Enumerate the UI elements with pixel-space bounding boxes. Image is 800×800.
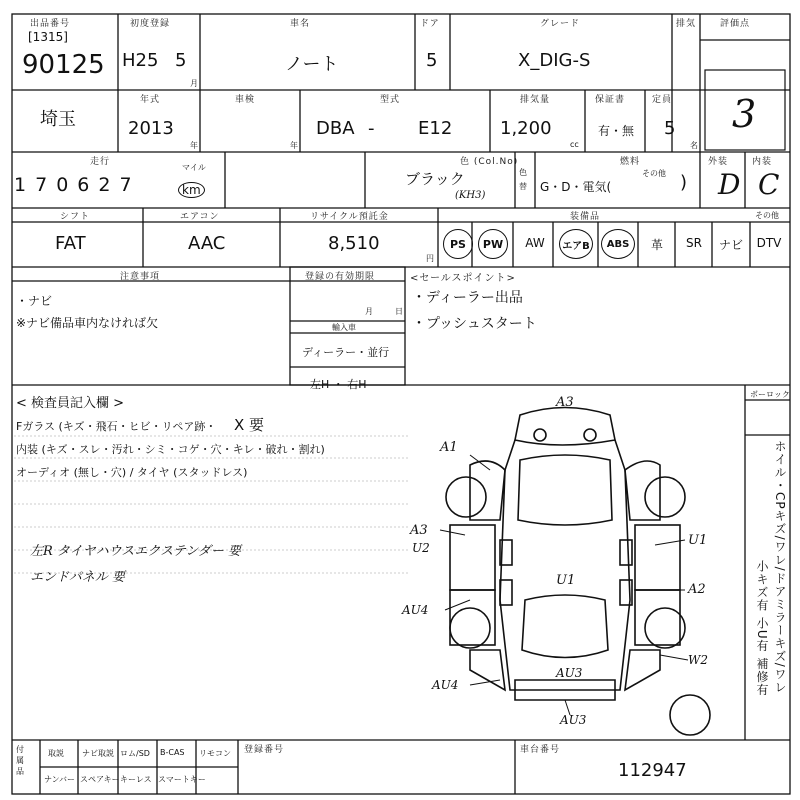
reg-month: 月: [365, 307, 373, 316]
right-panel-vertical: ホイル・CPキズ/ワレ/ドアミラーキズ/ワレ: [773, 440, 787, 694]
right-panel-vertical: 小キズ有 小U有 補修有: [755, 560, 769, 697]
note-line: ・ナビ: [16, 294, 53, 308]
disp-class-label: 排気: [676, 19, 697, 29]
car-name-label: 車名: [290, 19, 311, 29]
damage-mark: AU3: [560, 713, 587, 727]
damage-mark: AU4: [432, 678, 459, 692]
equip-abs: ABS: [601, 229, 635, 259]
recycle-unit: 円: [426, 254, 434, 263]
sales-point: ・プッシュスタート: [412, 316, 537, 332]
first-reg-label: 初度登録: [130, 19, 171, 29]
damage-mark: U1: [688, 533, 708, 548]
mileage-digit: 0: [56, 174, 69, 196]
conversion: 有・無: [598, 124, 635, 138]
equipment-label: 装備品: [570, 212, 601, 222]
accessory: B-CAS: [160, 748, 185, 757]
equip-leather: 革: [650, 238, 663, 252]
shift-label: シフト: [60, 212, 91, 222]
damage-mark: AU3: [556, 666, 583, 680]
damage-mark: U2: [412, 541, 430, 555]
fuel-close: ): [680, 172, 688, 193]
accessory: リモコン: [199, 749, 231, 758]
accessory: ナンバー: [44, 775, 76, 784]
inspector-title: < 検査員記入欄 >: [16, 396, 125, 411]
month-suffix: 月: [190, 79, 198, 88]
damage-mark: A3: [556, 395, 574, 410]
equip-pw: PW: [478, 229, 508, 259]
seats: 5: [664, 118, 676, 139]
aircon: AAC: [188, 233, 226, 254]
score-label: 評価点: [720, 19, 751, 29]
inspector-line-glass: Fガラス (キズ・飛石・ヒビ・リペア跡・: [16, 420, 217, 433]
reg-expiry-label: 登録の有効期限: [305, 272, 376, 282]
accessory: スペアキー: [80, 775, 120, 784]
type-dash: -: [368, 118, 375, 139]
chassis-number: 112947: [618, 760, 687, 781]
exterior-label: 外装: [708, 157, 729, 167]
type-label: 型式: [380, 95, 401, 105]
handle-side: 左H ・ 右H: [310, 378, 367, 391]
grade: X_DIG-S: [518, 50, 591, 71]
others-label: その他: [755, 211, 779, 220]
color-code: (KH3): [455, 190, 486, 201]
import-value: ディーラー・並行: [302, 346, 390, 359]
recycle-label: リサイクル預託金: [310, 212, 389, 222]
mileage-digit: 6: [77, 174, 90, 196]
type-prefix: DBA: [316, 118, 355, 139]
shift: FAT: [55, 233, 86, 254]
sales-point: ・ディーラー出品: [412, 290, 523, 306]
grade-label: グレード: [540, 19, 581, 29]
cc-label: 排気量: [520, 95, 551, 105]
equip-sr: SR: [686, 236, 702, 250]
color: ブラック: [405, 170, 465, 188]
inspector-line-audio: オーディオ (無し・穴) / タイヤ (スタッドレス): [16, 466, 248, 479]
accessory: キーレス: [120, 775, 152, 784]
exterior-grade: D: [718, 168, 741, 201]
displacement: 1,200: [500, 118, 552, 139]
equip-airbag: エアB: [559, 229, 593, 259]
mileage-digit: 1: [14, 174, 27, 196]
interior-grade: C: [758, 168, 780, 201]
seats-label: 定員: [652, 95, 673, 105]
model-year: 2013: [128, 118, 174, 139]
conversion-label: 保証書: [595, 95, 626, 105]
lot-number: 90125: [22, 50, 105, 80]
notes-label: 注意事項: [120, 272, 161, 282]
fuel: G・D・電気(: [540, 180, 612, 194]
handwritten-note: 左R タイヤハウスエクステンダー 要: [30, 544, 241, 559]
damage-mark: A1: [440, 440, 458, 455]
damage-mark: A3: [410, 523, 428, 538]
seats-unit: 名: [690, 141, 698, 150]
year-suffix: 年: [190, 141, 198, 150]
car-name: ノート: [285, 54, 339, 75]
type-code: E12: [418, 118, 453, 139]
mileage-label: 走行: [90, 157, 111, 167]
equip-dtv: DTV: [756, 236, 782, 250]
doors-label: ドア: [420, 19, 440, 29]
import-label: 輸入車: [332, 323, 356, 332]
accessory: 取説: [48, 749, 64, 758]
recycle-fee: 8,510: [328, 233, 380, 254]
mileage-digit: 2: [98, 174, 111, 196]
aircon-label: エアコン: [180, 212, 220, 222]
reg-number-label: 登録番号: [244, 745, 285, 755]
first-reg-month: 5: [175, 50, 187, 71]
lot-label: 出品番号: [30, 19, 71, 29]
right-panel-label: ボーロック: [750, 390, 790, 399]
handwritten-note: エンドパネル 要: [30, 570, 125, 585]
mile-label: マイル: [182, 163, 206, 172]
accessory: スマートキー: [158, 775, 206, 784]
cc-unit: cc: [570, 140, 579, 149]
inspection-year-suffix: 年: [290, 141, 298, 150]
damage-mark: A2: [688, 582, 706, 597]
first-reg-era: H25: [122, 50, 159, 71]
note-line: ※ナビ備品車内なければ欠: [16, 316, 159, 330]
mileage-unit: km: [178, 182, 205, 198]
model-year-label: 年式: [140, 95, 161, 105]
footer-label: 付属品: [16, 745, 24, 776]
inspector-line-interior: 内装 (キズ・スレ・汚れ・シミ・コゲ・穴・キレ・破れ・割れ): [16, 443, 325, 456]
glass-mark: X 要: [234, 416, 265, 434]
sales-points-label: <セールスポイント>: [410, 273, 516, 284]
damage-mark: AU4: [402, 603, 429, 617]
accessory: ナビ取説: [82, 749, 114, 758]
accessory: ロム/SD: [120, 749, 150, 758]
equip-navi: ナビ: [718, 238, 743, 252]
doors: 5: [426, 50, 438, 71]
fuel-other-label: その他: [642, 169, 666, 178]
chassis-label: 車台番号: [520, 745, 561, 755]
interior-label: 内装: [752, 157, 773, 167]
reg-day: 日: [395, 307, 403, 316]
inspection-label: 車検: [235, 95, 256, 105]
damage-mark: W2: [688, 653, 708, 667]
fuel-label: 燃料: [620, 157, 641, 167]
damage-mark: U1: [556, 573, 576, 588]
color-label: 色 (Col.No): [460, 157, 519, 167]
equip-aw: AW: [525, 236, 545, 250]
color-change-label: 色替: [519, 168, 527, 191]
equip-ps: PS: [443, 229, 473, 259]
mileage-digit: 7: [119, 174, 132, 196]
lot-code: [1315]: [28, 30, 68, 44]
region: 埼玉: [40, 109, 76, 130]
mileage-digit: 7: [35, 174, 48, 196]
score: 3: [732, 92, 757, 136]
